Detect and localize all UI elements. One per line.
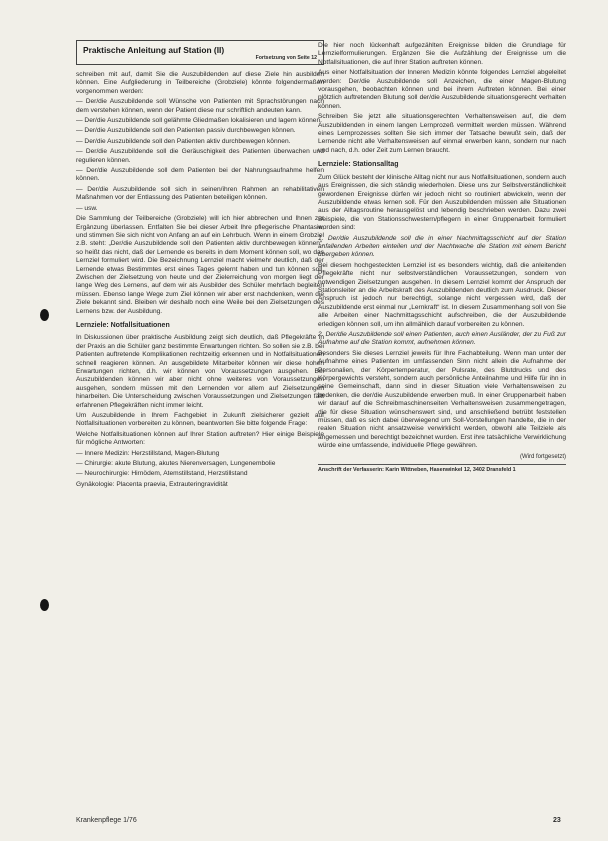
- numbered-objective: 2. Der/die Auszubildende soll einen Patienten, auch einen Ausländer, der zu Fuß zur Aufnahme auf die Station kommt, aufnehmen können.: [318, 331, 566, 347]
- list-item: — Der/die Auszubildende soll den Patienten passiv durchbewegen können.: [76, 127, 296, 135]
- author-address: Anschrift der Verfasserin: Karin Wittneben, Hasenwinkel 12, 3402 Dransfeld 1: [318, 467, 516, 474]
- punch-hole-icon: [40, 309, 49, 321]
- journal-footer: Krankenpflege 1/76: [76, 817, 137, 824]
- list-item: — Der/die Auszubildende soll Wünsche von Patienten mit Sprachstörungen nach dem verstehen können, wenn der Patient diese nur schriftlich andeuten kann.: [76, 98, 324, 114]
- paragraph: Aus einer Notfallsituation der Inneren Medizin könnte folgendes Lernziel abgeleitet werden: Der/die Auszubildende soll Anzeichen, die einer Magen-Blutung vorausgehen, beobachten können und bei ihrem Auftreten können. Bei einer plötzlich auftretenden Blutung soll der/die Auszubildende situationsgerecht verhalten können.: [318, 69, 566, 110]
- punch-hole-icon: [40, 599, 49, 611]
- paragraph: Die Sammlung der Teilbereiche (Grobziele) will ich hier abbrechen und Ihnen zur Ergänzung überlassen. Entfalten Sie bei dieser Arbeit Ihre pflegerische Phantasie, und stimmen Sie sich nicht von Anfang an auf ein Lehrbuch. Wenn in einem Grobziel z.B. steht: „Der/die Auszubildende soll den Patienten aktiv durchbewegen können“, so heißt das nicht, daß der Lernende es bereits in dem Moment können soll, wo das Lernziel formuliert wird. Die Bezeichnung Lernziel macht vielmehr deutlich, daß der Lernende etwas Bestimmtes erst eines Tages gelernt haben und tun können soll. Zwischen der Zielsetzung von heute und der Zielerreichung von morgen liegt der lange Weg des Lernens, auf dem wir als Ausbilder des Schüler mehrfach begleiten müssen. Ebenso lange Wege zum Ziel können wir aber erst nachdenken, wenn die Ziele bekannt sind. Bleiben wir deshalb noch eine Weile bei den Zielsetzungen des Lernens bzw. der Ausbildung.: [76, 215, 324, 315]
- article-title-box: [76, 40, 324, 65]
- list-item: — Der/die Auszubildende soll dem Patienten bei der Nahrungsaufnahme helfen können.: [76, 167, 324, 183]
- section-heading: Lernziele: Notfallsituationen: [76, 321, 170, 329]
- paragraph: Um Auszubildende in Ihrem Fachgebiet in Zukunft zielsicherer gezielt auf Notfallsituationen vorbereiten zu können, beantworten Sie bitte folgende Frage:: [76, 412, 324, 428]
- list-item: — Innere Medizin: Herzstillstand, Magen-Blutung: [76, 449, 220, 457]
- list-item: — usw.: [76, 204, 98, 212]
- list-item: — Chirurgie: akute Blutung, akutes Nierenversagen, Lungenembolie: [76, 460, 276, 468]
- page-number: 23: [553, 817, 561, 824]
- divider: [318, 464, 566, 465]
- list-item: — Der/die Auszubildende soll sich in seinen/ihren Rahmen an rehabilitativen Maßnahmen vor der Entlassung des Patienten beteiligen können.: [76, 185, 324, 202]
- list-item: — Der/die Auszubildende soll gelähmte Gliedmaßen lokalisieren und lagern können.: [76, 117, 322, 125]
- paragraph: Bei diesem hochgesteckten Lernziel ist es besonders wichtig, daß die anleitenden Pflegekräfte nicht nur selbstverständlichen Voraussetzungen, sondern von notwendigen Zielsetzungen ausgehen. In diesem Lernziel kommt der Anspruch der Stationsleiter an die Arbeitskraft des Auszubildenden deutlich zum Ausdruck. Dieser Anspruch ist jedoch nur berechtigt, solange nicht vergessen wird, daß der Auszubildende erst einmal nur „Lernkraft“ ist. In diesem Zusammenhang soll von Sie alle Arbeiten einer Nachmittagsschicht aufschreiben, die der Auszubildende erledigen können soll, um ihn allmählich darauf vorbereiten zu können.: [318, 261, 566, 328]
- continued-note: (Wird fortgesetzt): [519, 453, 566, 460]
- list-item: — Der/die Auszubildende soll den Patienten aktiv durchbewegen können.: [76, 137, 291, 145]
- paragraph: Besonders Sie dieses Lernziel jeweils für Ihre Fachabteilung. Wenn man unter der Aufnahme eines Patienten im umfassenden Sinn nicht allein die Aufnahme der Personalien, der Körpertemperatur, der Pulsrate, des Blutdrucks und des Körpergewichts versteht, sondern auch persönliche Anteilnahme und Hilfe für ihn in seine Gemeinschaft, dann sind in dieser Situation viele Verhaltensweisen zu bedenken, die der/die Auszubildende erwerben muß. In einer Gruppenarbeit haben wir darauf auf die Schreibmaschinenseiten Verhaltensweisen zusammengetragen, die für diese Situation wünschenswert sind, und anschließend betrübt feststellen müssen, daß es sich dabei überwiegend um Soll-Vorstellungen handelte, die in der realen Situation nicht ansatzweise verwirklicht werden, obwohl alle Teilziele als angemessen und berechtigt bezeichnet wurden. Erst ihre tatsächliche Verwirklichung würde eine umfassende, individuelle Pflege gewähren.: [318, 349, 566, 450]
- left-column: [76, 40, 324, 491]
- section-heading: Lernziele: Stationsalltag: [318, 161, 399, 169]
- paragraph: In Diskussionen über praktische Ausbildung zeigt sich deutlich, daß Pflegekräfte in der Praxis an die Schüler ganz bestimmte Erwartungen richten. So sollen sie z.B. bei Patienten auftretende Komplikationen rechtzeitig erkennen und in Notfallsituationen schnell reagieren können. An ausgebildete Mitarbeiter können wir diese hohen Erwartungen richten, d.h. wir können von Voraussetzungen ausgehen. Bei Auszubildenden können wir aber nicht ohne weiteres von Voraussetzungen ausgehen, sondern müssen mit den Lernenden vor allem auf Zielsetzungen hinarbeiten. Die Unterscheidung zwischen Voraussetzungen und Zielsetzungen fällt erfahrenen Pflegekräften nicht immer leicht.: [76, 334, 324, 409]
- list-item: — Der/die Auszubildende soll die Geräuschigkeit des Patienten überwachen und regulieren können.: [76, 148, 324, 164]
- paragraph: Die hier noch lückenhaft aufgezählten Ereignisse bilden die Grundlage für Lernzielformulierungen. Ergänzen Sie die Aufzählung der Ereignisse um die Notfallsituationen, die auf Ihrer Station auftreten können.: [318, 42, 566, 66]
- numbered-objective: 1. Der/die Auszubildende soll die in einer Nachmittagsschicht auf der Station anfallenden Arbeiten einteilen und der Nachtwache die Station mit einem Bericht übergeben können.: [318, 234, 566, 259]
- article-title: Praktische Anleitung auf Station (II): [83, 45, 225, 55]
- list-item: Gynäkologie: Placenta praevia, Extrauteringravidität: [76, 480, 228, 488]
- right-column: [318, 42, 566, 474]
- list-item: — Neurochirurgie: Hirnödem, Atemstillstand, Herzstillstand: [76, 470, 248, 478]
- paragraph: Schreiben Sie jetzt alle situationsgerechten Verhaltensweisen auf, die dem Auszubildenden in einem langen Lernprozeß vermittelt werden müssen. Während eines Lernprozesses sollten Sie sich immer der Tatsache bewußt sein, daß der Lernende nicht alle Verhaltensweisen auf einmal erwerben kann, sondern nur nach und nach, d.h. oder Zeit zum Lernen braucht.: [318, 113, 566, 154]
- paragraph: schreiben mit auf, damit Sie die Auszubildenden auf diese Ziele hin ausbilden können. Eine Aufgliederung in Teilbereiche (Grobziele) könnte folgendermaßen vorgenommen werden:: [76, 71, 324, 95]
- continuation-note: Fortsetzung von Seite 12: [255, 55, 317, 61]
- paragraph: Welche Notfallsituationen können auf Ihrer Station auftreten? Hier einige Beispiele für mögliche Antworten:: [76, 430, 324, 447]
- paragraph: Zum Glück besteht der klinische Alltag nicht nur aus Notfallsituationen, sondern auch aus Ereignissen, die sich ständig wiederholen. Diese uns zur Selbstverständlichkeit gewordenen Ereignisse dürfen wir jedoch nicht so routiniert abwickeln, wenn der Auszubildende etwas lernen soll. Für den Auszubildenden müssen alle Situationen aus der Alltagsroutine herausgelöst und lebendig beschrieben werden. Dazu zwei Beispiele, die von Stationsschwestern/pflegern in einer Gruppenarbeit formuliert worden sind:: [318, 173, 566, 232]
